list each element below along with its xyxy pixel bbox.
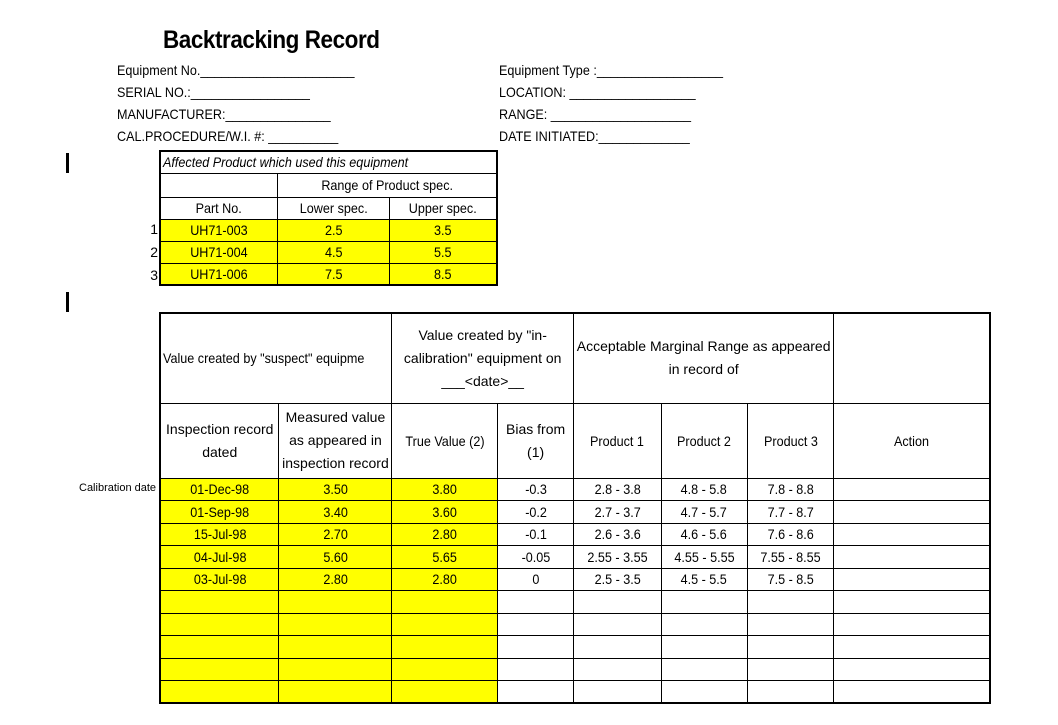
true-value-cell	[392, 658, 498, 681]
product-2-range-cell	[661, 591, 747, 614]
measured-value-cell	[279, 591, 392, 614]
bias-cell	[498, 681, 574, 704]
measured-value-cell: 2.80	[279, 568, 392, 591]
backtracking-record-table	[159, 312, 991, 704]
col-header-product-1: Product 1	[573, 403, 661, 478]
blank-cell	[160, 173, 277, 197]
col-header-upper-spec: Upper spec.	[390, 197, 498, 219]
product-table-caption: Affected Product which used this equipment	[160, 151, 497, 173]
product-3-range-cell	[747, 636, 834, 659]
manufacturer-field: MANUFACTURER:_______________	[117, 106, 331, 122]
col-header-lower-spec: Lower spec.	[277, 197, 389, 219]
product-1-range-cell	[573, 613, 661, 636]
row-number: 1	[150, 221, 158, 237]
table-row	[160, 658, 990, 681]
product-1-range-cell	[573, 681, 661, 704]
location-field: LOCATION: __________________	[499, 84, 696, 100]
product-1-range-cell	[573, 591, 661, 614]
product-3-range-cell	[747, 681, 834, 704]
bias-cell	[498, 591, 574, 614]
product-3-range-cell: 7.5 - 8.5	[747, 568, 834, 591]
upper-spec-cell: 8.5	[390, 263, 498, 285]
col-header-part-no: Part No.	[160, 197, 277, 219]
product-2-range-cell	[661, 681, 747, 704]
range-field: RANGE: ____________________	[499, 106, 691, 122]
inspection-date-cell	[160, 658, 279, 681]
lower-spec-cell: 2.5	[277, 219, 389, 241]
col-header-action: Action	[834, 403, 990, 478]
product-3-range-cell	[747, 658, 834, 681]
true-value-cell: 3.60	[392, 501, 498, 524]
product-2-range-cell	[661, 613, 747, 636]
date-initiated-field: DATE INITIATED:_____________	[499, 128, 690, 144]
table-row	[160, 219, 497, 241]
action-cell	[834, 591, 990, 614]
margin-bar	[66, 153, 69, 173]
bias-cell: -0.05	[498, 546, 574, 569]
true-value-cell	[392, 613, 498, 636]
col-header-product-2: Product 2	[661, 403, 747, 478]
calibration-date-label: Calibration date	[79, 482, 157, 494]
action-cell	[834, 681, 990, 704]
action-cell	[834, 613, 990, 636]
bias-cell: -0.2	[498, 501, 574, 524]
true-value-cell: 2.80	[392, 523, 498, 546]
product-1-range-cell	[573, 658, 661, 681]
product-3-range-cell: 7.55 - 8.55	[747, 546, 834, 569]
equipment-type-field: Equipment Type :__________________	[499, 62, 723, 78]
suspect-group-header: Value created by "suspect" equipme	[160, 313, 392, 403]
product-2-range-cell	[661, 636, 747, 659]
lower-spec-cell: 7.5	[277, 263, 389, 285]
product-2-range-cell: 4.7 - 5.7	[661, 501, 747, 524]
action-cell	[834, 636, 990, 659]
bias-cell	[498, 658, 574, 681]
product-2-range-cell: 4.5 - 5.5	[661, 568, 747, 591]
measured-value-cell: 5.60	[279, 546, 392, 569]
table-row	[160, 263, 497, 285]
lower-spec-cell: 4.5	[277, 241, 389, 263]
bias-cell	[498, 613, 574, 636]
action-cell	[834, 568, 990, 591]
true-value-cell: 2.80	[392, 568, 498, 591]
serial-no-field: SERIAL NO.:_________________	[117, 84, 310, 100]
inspection-date-cell	[160, 681, 279, 704]
true-value-cell	[392, 636, 498, 659]
col-header-true-value: True Value (2)	[392, 403, 498, 478]
action-cell	[834, 501, 990, 524]
product-1-range-cell: 2.5 - 3.5	[573, 568, 661, 591]
inspection-date-cell	[160, 613, 279, 636]
page-title: Backtracking Record	[163, 26, 380, 54]
product-3-range-cell: 7.8 - 8.8	[747, 478, 834, 501]
table-row	[160, 523, 990, 546]
product-1-range-cell: 2.7 - 3.7	[573, 501, 661, 524]
measured-value-cell	[279, 658, 392, 681]
bias-cell: -0.1	[498, 523, 574, 546]
margin-bar	[66, 292, 69, 312]
col-header-measured-value: Measured value as appeared in inspection record	[279, 403, 392, 478]
bias-cell: 0	[498, 568, 574, 591]
row-number: 3	[150, 267, 158, 283]
product-2-range-cell	[661, 658, 747, 681]
product-1-range-cell: 2.55 - 3.55	[573, 546, 661, 569]
product-1-range-cell: 2.6 - 3.6	[573, 523, 661, 546]
part-no-cell: UH71-003	[160, 219, 277, 241]
product-1-range-cell: 2.8 - 3.8	[573, 478, 661, 501]
table-row	[160, 591, 990, 614]
cal-procedure-field: CAL.PROCEDURE/W.I. #: __________	[117, 128, 339, 144]
inspection-date-cell	[160, 636, 279, 659]
table-row	[160, 501, 990, 524]
action-cell	[834, 546, 990, 569]
measured-value-cell	[279, 613, 392, 636]
true-value-cell	[392, 591, 498, 614]
true-value-cell	[392, 681, 498, 704]
inspection-date-cell: 15-Jul-98	[160, 523, 279, 546]
inspection-date-cell: 01-Dec-98	[160, 478, 279, 501]
row-number: 2	[150, 244, 158, 260]
inspection-date-cell	[160, 591, 279, 614]
action-cell	[834, 658, 990, 681]
measured-value-cell	[279, 681, 392, 704]
col-header-inspection-date: Inspection record dated	[160, 403, 279, 478]
table-row	[160, 241, 497, 263]
measured-value-cell: 3.50	[279, 478, 392, 501]
table-row	[160, 568, 990, 591]
equipment-no-field: Equipment No.______________________	[117, 62, 355, 78]
part-no-cell: UH71-006	[160, 263, 277, 285]
measured-value-cell: 3.40	[279, 501, 392, 524]
true-value-cell: 5.65	[392, 546, 498, 569]
product-3-range-cell: 7.6 - 8.6	[747, 523, 834, 546]
table-row	[160, 478, 990, 501]
product-2-range-cell: 4.55 - 5.55	[661, 546, 747, 569]
acceptable-range-group-header: Acceptable Marginal Range as appeared in record of	[573, 313, 834, 403]
true-value-cell: 3.80	[392, 478, 498, 501]
product-3-range-cell	[747, 613, 834, 636]
part-no-cell: UH71-004	[160, 241, 277, 263]
measured-value-cell: 2.70	[279, 523, 392, 546]
product-1-range-cell	[573, 636, 661, 659]
upper-spec-cell: 3.5	[390, 219, 498, 241]
action-cell	[834, 478, 990, 501]
inspection-date-cell: 04-Jul-98	[160, 546, 279, 569]
affected-product-table	[159, 150, 498, 286]
table-row	[160, 613, 990, 636]
table-row	[160, 681, 990, 704]
action-cell	[834, 523, 990, 546]
product-2-range-cell: 4.6 - 5.6	[661, 523, 747, 546]
product-3-range-cell: 7.7 - 8.7	[747, 501, 834, 524]
table-row	[160, 636, 990, 659]
range-header: Range of Product spec.	[277, 173, 497, 197]
inspection-date-cell: 01-Sep-98	[160, 501, 279, 524]
blank-header-cell	[834, 313, 990, 403]
bias-cell: -0.3	[498, 478, 574, 501]
measured-value-cell	[279, 636, 392, 659]
upper-spec-cell: 5.5	[390, 241, 498, 263]
product-3-range-cell	[747, 591, 834, 614]
col-header-product-3: Product 3	[747, 403, 834, 478]
product-2-range-cell: 4.8 - 5.8	[661, 478, 747, 501]
col-header-bias: Bias from (1)	[498, 403, 574, 478]
table-row	[160, 546, 990, 569]
in-calibration-group-header: Value created by "in-calibration" equipment on ___<date>__	[392, 313, 573, 403]
bias-cell	[498, 636, 574, 659]
inspection-date-cell: 03-Jul-98	[160, 568, 279, 591]
